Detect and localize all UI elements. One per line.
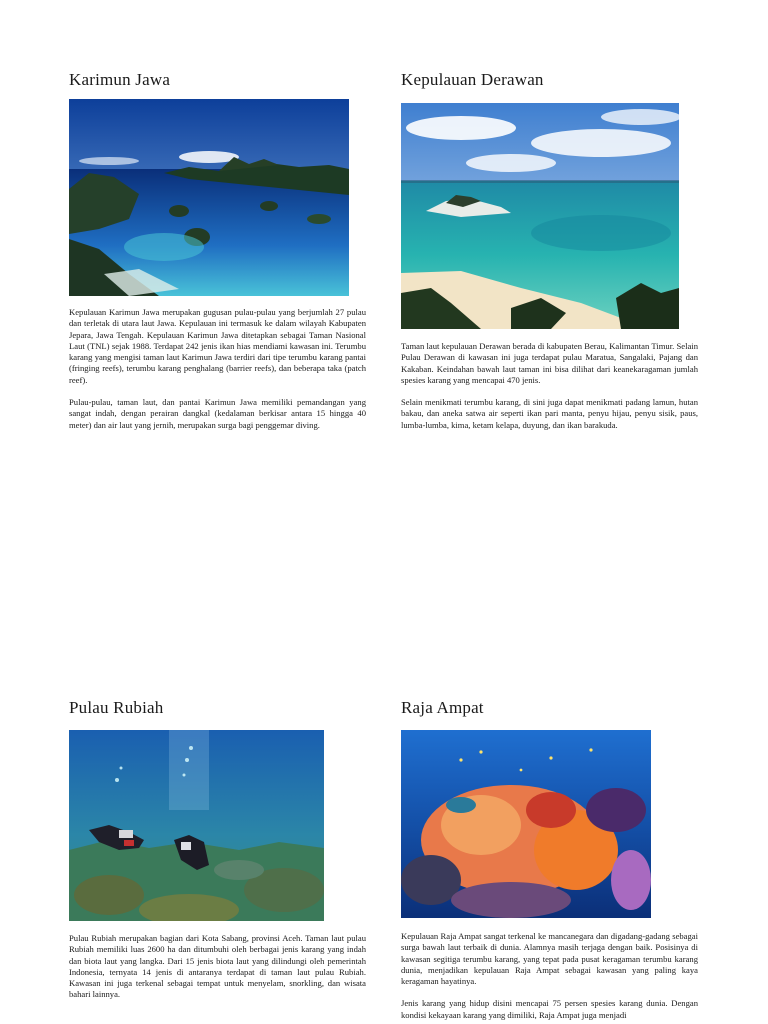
rubiah-divers-photo xyxy=(69,730,324,921)
paragraph: Pulau Rubiah merupakan bagian dari Kota Sabang, provinsi Aceh. Taman laut pulau Rubiah memiliki luas 2600 ha dan ditumbuhi oleh berbagai jenis karang yang indah dan biota laut yang langka. Dari 15 jenis biota laut yang dilindungi oleh pemerintah Indonesia, ternyata 14 jenis di antaranya terdapat di taman laut pulau Rubiah. Kawasan ini juga terkenal sebagai tempat untuk menyelam, snorkling, dan wisata bahari lainnya. xyxy=(69,933,366,1000)
section-title: Raja Ampat xyxy=(401,698,484,717)
paragraph: Kepulauan Raja Ampat sangat terkenal ke mancanegara dan digadang-gadang sebagai surga bawah laut terbaik di dunia. Alamnya masih terjaga dengan baik. Posisinya di kawasan segitiga terumbu karang, yang tepat pada pusat keragaman terumbu karang dunia, menjadikan kepulauan Raja Ampat sebagai kawasan yang paling kaya keragaman hayatinya. xyxy=(401,931,698,987)
derawan-photo xyxy=(401,103,679,329)
paragraph: Jenis karang yang hidup disini mencapai 75 persen spesies karang dunia. Dengan kondisi kekayaan karang yang dimiliki, Raja Ampat juga menjadi xyxy=(401,998,698,1020)
section-body xyxy=(401,341,698,442)
section-body xyxy=(69,933,366,1012)
raja-ampat-coral-photo xyxy=(401,730,651,918)
paragraph: Pulau-pulau, taman laut, dan pantai Karimun Jawa memiliki pemandangan yang sangat indah, dengan perairan dangkal (kedalaman berkisar antara 15 hingga 40 meter) dan air laut yang jernih, merupakan surga bagi penggemar diving. xyxy=(69,397,366,430)
section-title: Pulau Rubiah xyxy=(69,698,164,717)
section-title: Kepulauan Derawan xyxy=(401,70,544,89)
karimun-jawa-photo xyxy=(69,99,349,296)
section-title: Karimun Jawa xyxy=(69,70,171,89)
paragraph: Kepulauan Karimun Jawa merupakan gugusan pulau-pulau yang berjumlah 27 pulau dan terletak di utara laut Jawa. Kepulauan ini termasuk ke dalam wilayah Kabupaten Jepara, Jawa Tengah. Kepulauan Karimun Jawa ditetapkan sebagai Taman Nasional Laut (TNL) sejak 1988. Terdapat 242 jenis ikan hias mendiami kawasan ini. Terumbu karang yang mengisi taman laut Karimun Jawa terdiri dari tipe terumbu karang pantai (fringing reefs), terumbu karang penghalang (barrier reefs), dan beberapa taka (patch reef). xyxy=(69,307,366,385)
paragraph: Selain menikmati terumbu karang, di sini juga dapat menikmati padang lamun, hutan bakau, dan aneka satwa air seperti ikan pari manta, penyu hijau, penyu sisik, paus, lumba-lumba, kima, ketam kelapa, duyung, dan ikan barakuda. xyxy=(401,397,698,430)
section-body xyxy=(69,307,366,442)
paragraph: Taman laut kepulauan Derawan berada di kabupaten Berau, Kalimantan Timur. Selain Pulau Derawan di kawasan ini juga terdapat pulau Maratua, Sangalaki, Pajang dan Kakaban. Keindahan bawah laut taman ini bisa dilihat dari keanekaragaman jumlah spesies karang yang mencapai 470 jenis. xyxy=(401,341,698,385)
section-body xyxy=(401,931,698,1024)
